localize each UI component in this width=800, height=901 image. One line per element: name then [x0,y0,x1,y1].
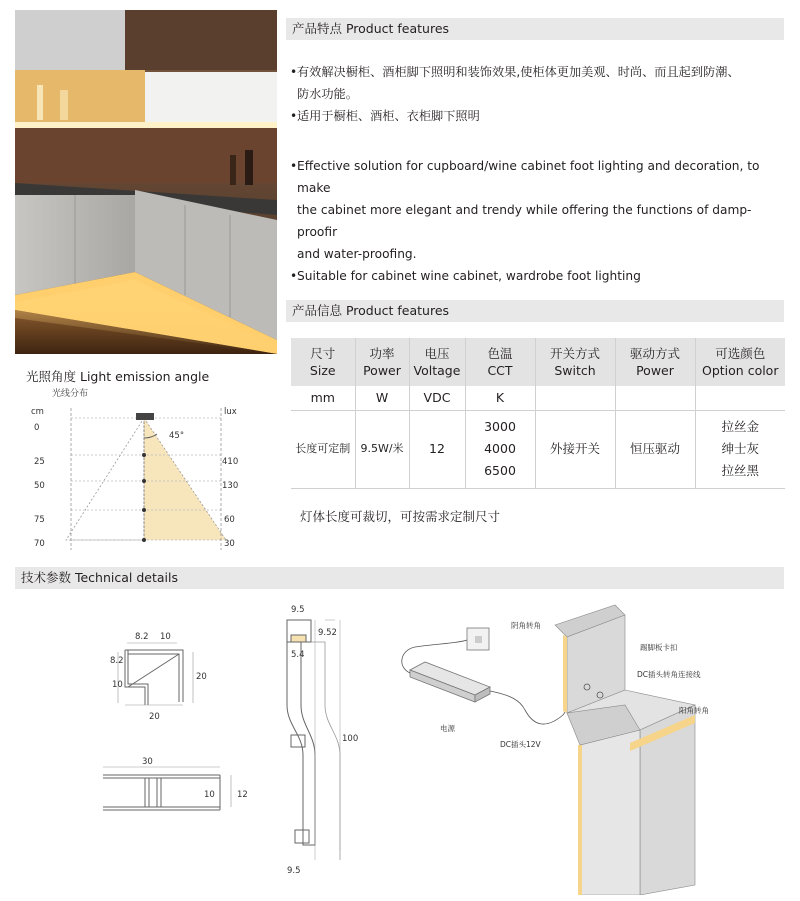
unit-switch [535,386,615,410]
distance-50: 50 [34,481,45,491]
feature-cn-2: • 适用于橱柜、酒柜、衣柜脚下照明 [290,105,790,127]
label-clip: 踢脚板卡扣 [640,643,678,652]
label-inner-corner: 阴角转角 [511,621,541,630]
distance-25: 25 [34,457,45,467]
spec-units-row [291,386,785,410]
feature-en-1-text: Effective solution for cupboard/wine cabinet foot lighting and decoration, to make [297,159,760,195]
emission-subtitle: 光线分布 [52,389,89,399]
unit-driver [615,386,695,410]
spec-col-power: 功率 Power [355,338,409,386]
corner-dim-4: 10 [112,680,123,690]
spec-header-row [291,338,785,386]
emission-chart [26,400,256,552]
tech-heading: 技术参数 Technical details [15,567,784,589]
corner-dim-5: 20 [196,672,207,682]
emission-left-unit: cm [31,407,44,417]
value-driver: 恒压驱动 [615,410,695,488]
features-list [290,61,790,287]
feature-en-1-cont: the cabinet more elegant and trendy while offering the functions of damp-proofir [297,203,752,239]
flat-profile-drawing [103,767,231,810]
feature-cn-1 [290,61,790,105]
value-switch: 外接开关 [535,410,615,488]
unit-size: mm [291,386,355,410]
unit-cct: K [465,386,535,410]
label-power: 电源 [440,724,455,733]
corner-dim-6: 20 [149,712,160,722]
tall-height-dim: 100 [342,734,359,744]
distance-75: 75 [34,515,45,525]
feature-en-1 [290,155,790,265]
distance-70: 70 [34,539,45,549]
unit-voltage: VDC [409,386,465,410]
lux-30: 30 [224,539,235,549]
spec-col-cct: 色温 CCT [465,338,535,386]
distance-0: 0 [34,423,40,433]
features-heading: 产品特点 Product features [286,18,784,40]
spec-values-row [291,410,785,488]
label-dc-connector: DC插头转角连接线 [637,670,701,679]
spec-col-color: 可选颜色 Option color [695,338,785,386]
unit-color [695,386,785,410]
tall-bottom-dim: 9.5 [287,866,301,876]
value-cct: 3000 4000 6500 [465,410,535,488]
value-color: 拉丝金 绅士灰 拉丝黑 [721,419,759,478]
unit-power: W [355,386,409,410]
label-dc-plug: DC插头12V [500,740,541,749]
spec-col-driver: 驱动方式 Power [615,338,695,386]
flat-h1: 10 [204,790,215,800]
lux-60: 60 [224,515,235,525]
info-heading: 产品信息 Product features [286,300,784,322]
spec-col-size: 尺寸 Size [291,338,355,386]
flat-h2: 12 [237,790,248,800]
emission-title: 光照角度 Light emission angle [26,369,210,384]
spec-col-switch: 开关方式 Switch [535,338,615,386]
tall-side-dim: 9.52 [318,628,337,638]
corner-dim-2: 10 [160,632,171,642]
value-voltage: 12 [409,410,465,488]
tall-inner-dim: 5.4 [291,650,305,660]
lux-410: 410 [222,457,239,467]
feature-cn-1-text: 有效解决橱柜、酒柜脚下照明和装饰效果,使柜体更加美观、时尚、而且起到防潮、 [297,65,740,79]
kitchen-photo [15,10,277,354]
feature-cn-1-cont: 防水功能。 [297,87,358,101]
value-power: 9.5W/米 [355,410,409,488]
angle-label: 45° [169,431,185,441]
feature-en-1-cont2: and water-proofing. [297,247,417,261]
spec-table [291,338,785,489]
tall-top-dim: 9.5 [291,605,305,615]
corner-profile-drawing [118,643,193,705]
flat-width: 30 [142,757,153,767]
spec-col-voltage: 电压 Voltage [409,338,465,386]
corner-dim-3: 8.2 [110,656,124,666]
technical-drawings [15,595,785,895]
value-size: 长度可定制 [291,410,355,488]
custom-length-note: 灯体长度可裁切，可按需求定制尺寸 [300,509,501,524]
feature-en-2: • Suitable for cabinet wine cabinet, wardrobe foot lighting [290,265,790,287]
lamp-icon [136,413,154,420]
kitchen-illustration [15,10,277,354]
emission-right-unit: lux [224,407,237,417]
corner-dim-1: 8.2 [135,632,149,642]
label-outer-corner: 阳角转角 [679,706,709,715]
lux-130: 130 [222,481,239,491]
